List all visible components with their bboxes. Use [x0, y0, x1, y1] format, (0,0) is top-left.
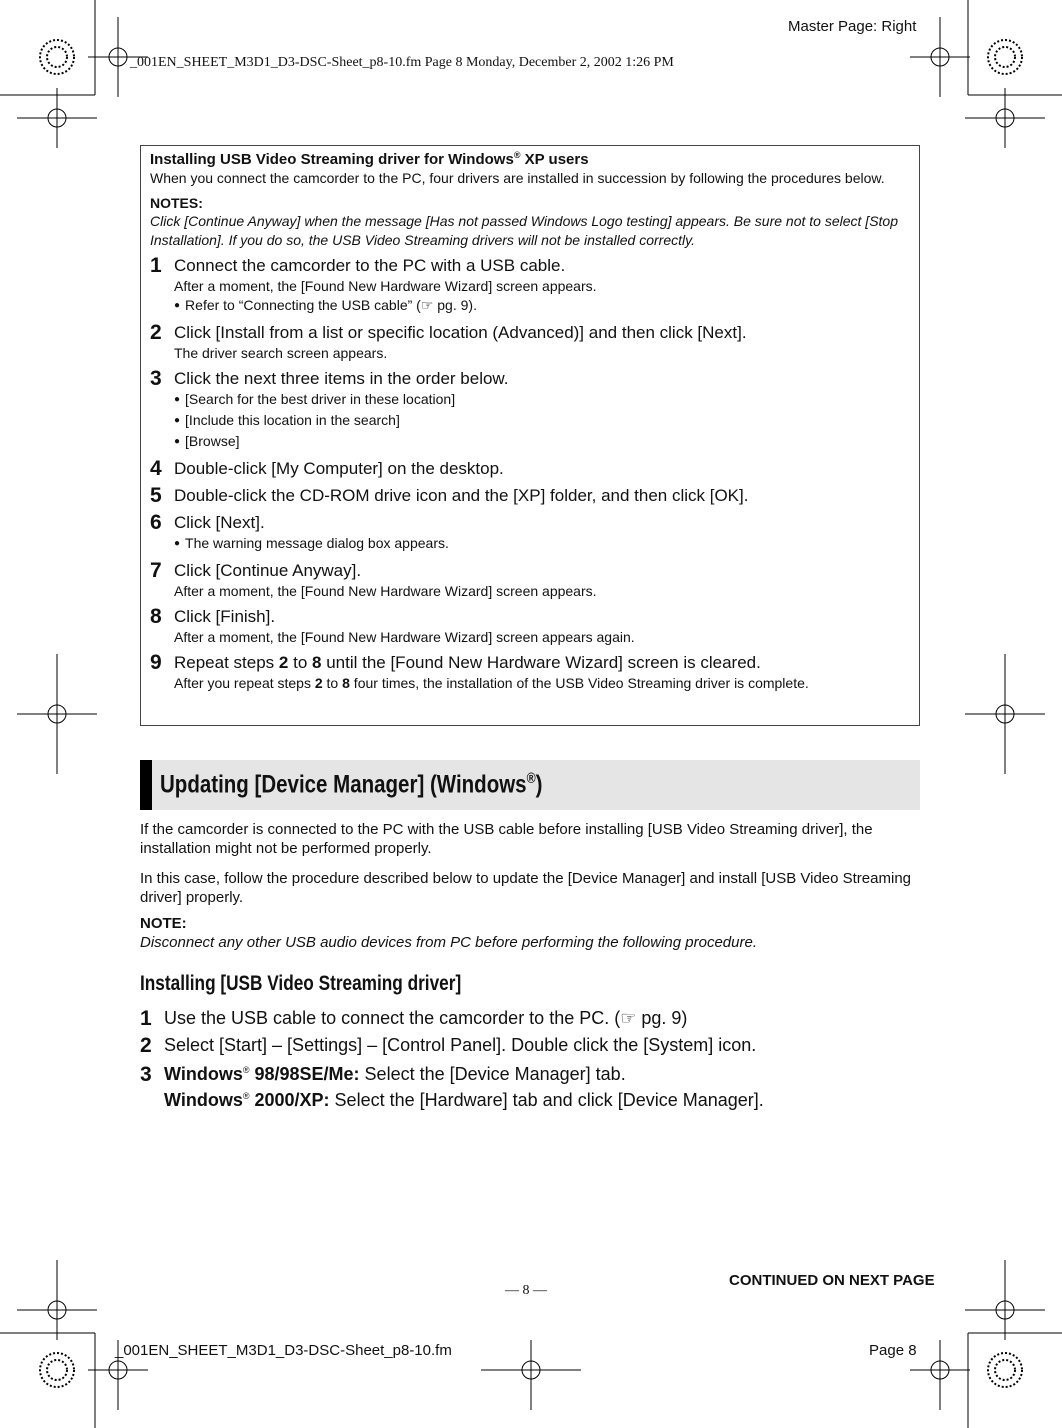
heading-stripe — [140, 760, 152, 810]
page-number: — 8 — — [505, 1283, 547, 1298]
box-title: Installing USB Video Streaming driver for Windows® XP users — [150, 150, 589, 168]
notes-heading: NOTES: — [150, 195, 203, 211]
xp-driver-install-box — [140, 145, 920, 726]
install-step-3b: Windows® 2000/XP: Select the [Hardware] tab and click [Device Manager]. — [164, 1090, 764, 1110]
note-heading: NOTE: — [140, 915, 187, 932]
step-1: 1 Connect the camcorder to the PC with a USB cable. After a moment, the [Found New Hardware Wizard] screen appears. ● Refer to “Connecting the USB cable” (☞ pg. 9). — [150, 255, 910, 317]
step-4: 4 Double-click [My Computer] on the desktop. — [150, 457, 504, 480]
note-text: Disconnect any other USB audio devices from PC before performing the following procedure. — [140, 934, 757, 951]
section-heading-bar — [140, 760, 920, 810]
section-para-1: If the camcorder is connected to the PC with the USB cable before installing [USB Video Streaming driver], the installation might not be performed properly. — [140, 821, 873, 857]
step-6: 6 Click [Next]. ● The warning message dialog box appears. — [150, 512, 910, 555]
step-5: 5 Double-click the CD-ROM drive icon and the [XP] folder, and then click [OK]. — [150, 484, 749, 507]
section-para-2: In this case, follow the procedure described below to update the [Device Manager] and install [USB Video Streaming driver] properly. — [140, 870, 911, 906]
master-page-label: Master Page: Right — [788, 18, 917, 35]
step-9: 9 Repeat steps 2 to 8 until the [Found New Hardware Wizard] screen is cleared. After you repeat steps 2 to 8 four times, the installation of the USB Video Streaming driver is complete. — [150, 651, 809, 691]
install-step-2: 2 Select [Start] – [Settings] – [Control Panel]. Double click the [System] icon. — [140, 1034, 757, 1057]
step-8: 8 Click [Finish]. After a moment, the [Found New Hardware Wizard] screen appears again. — [150, 605, 635, 645]
footer-page-label: Page 8 — [869, 1342, 917, 1359]
footer-file: _001EN_SHEET_M3D1_D3-DSC-Sheet_p8-10.fm — [115, 1342, 452, 1359]
install-step-1: 1 Use the USB cable to connect the camcorder to the PC. (☞ pg. 9) — [140, 1007, 688, 1030]
box-intro: When you connect the camcorder to the PC, four drivers are installed in succession by following the procedures below. — [150, 170, 885, 186]
install-step-3: 3 Windows® 98/98SE/Me: Select the [Device Manager] tab. — [140, 1063, 626, 1086]
install-heading: Installing [USB Video Streaming driver] — [140, 972, 462, 995]
step-7: 7 Click [Continue Anyway]. After a moment, the [Found New Hardware Wizard] screen appears. — [150, 559, 597, 599]
continued-label: CONTINUED ON NEXT PAGE — [729, 1272, 935, 1289]
notes-text: Click [Continue Anyway] when the message [Has not passed Windows Logo testing] appears. Be sure not to select [Stop Installation]. If you do so, the USB Video Streaming drivers will not be installed correctly. — [150, 213, 898, 248]
step-2: 2 Click [Install from a list or specific location (Advanced)] and then click [Next]. The driver search screen appears. — [150, 321, 747, 361]
step-3: 3 Click the next three items in the order below. ● [Search for the best driver in these location] ● [Include this location in the search] ● [Browse] — [150, 368, 910, 453]
section-title: Updating [Device Manager] (Windows®) — [160, 770, 543, 799]
file-info-header: _001EN_SHEET_M3D1_D3-DSC-Sheet_p8-10.fm Page 8 Monday, December 2, 2002 1:26 PM — [130, 55, 674, 70]
